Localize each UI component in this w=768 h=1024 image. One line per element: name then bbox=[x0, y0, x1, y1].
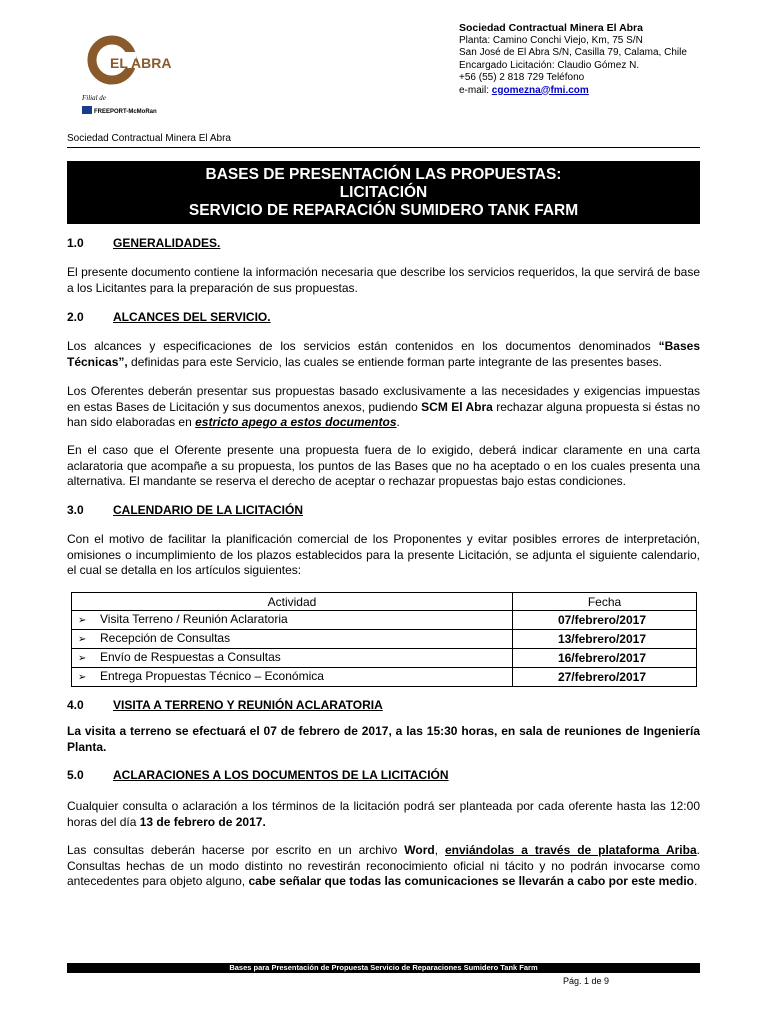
section-heading-5 bbox=[67, 768, 449, 782]
section-heading-4 bbox=[67, 698, 383, 712]
text-run: Los Oferentes deberán presentar sus propuestas basado exclusivamente a las necesidades y exigencias impuestas en estas Bases de Licitación y sus documentos anexos, pudiendo bbox=[67, 384, 700, 414]
section-title: ALCANCES DEL SERVICIO. bbox=[113, 310, 271, 324]
section-heading-2 bbox=[67, 310, 271, 324]
paragraph bbox=[67, 843, 700, 890]
logo-subtitle: Filial de bbox=[82, 94, 106, 102]
text-run-bold: “Bases Técnicas”, bbox=[67, 339, 700, 369]
section-number: 5.0 bbox=[67, 768, 84, 782]
logo-text: EL ABRA bbox=[110, 55, 172, 71]
activity-cell bbox=[72, 611, 513, 630]
section-title: VISITA A TERRENO Y REUNIÓN ACLARATORIA bbox=[113, 698, 383, 712]
paragraph: La visita a terreno se efectuará el 07 de febrero de 2017, a las 15:30 horas, en sala de reuniones de Ingeniería Planta. bbox=[67, 724, 700, 754]
table-row bbox=[72, 611, 697, 630]
activity-text: Envío de Respuestas a Consultas bbox=[100, 650, 281, 664]
text-run-bold: 13 de febrero de 2017. bbox=[139, 814, 266, 829]
title-line-3: SERVICIO DE REPARACIÓN SUMIDERO TANK FARM bbox=[188, 201, 579, 219]
document-title bbox=[67, 161, 700, 224]
address-line: +56 (55) 2 818 729 Teléfono bbox=[459, 72, 585, 83]
date-cell: 27/febrero/2017 bbox=[513, 668, 697, 687]
table-row bbox=[72, 649, 697, 668]
footer-bar: Bases para Presentación de Propuesta Servicio de Reparaciones Sumidero Tank Farm bbox=[67, 963, 700, 973]
section-title: CALENDARIO DE LA LICITACIÓN bbox=[113, 503, 303, 517]
activity-text: Recepción de Consultas bbox=[100, 631, 231, 645]
text-run: Las consultas deberán hacerse por escrito en un archivo bbox=[67, 843, 405, 857]
calendar-table bbox=[71, 592, 697, 687]
activity-text: Visita Terreno / Reunión Aclaratoria bbox=[100, 612, 288, 626]
table-row bbox=[72, 630, 697, 649]
text-run: , bbox=[434, 843, 445, 857]
date-cell: 13/febrero/2017 bbox=[513, 630, 697, 649]
paragraph: Con el motivo de facilitar la planificación comercial de los Proponentes y evitar posibles errores de interpretación, omisiones o incumplimiento de los plazos establecidos para la presente Licitación, se adjunta el siguiente calendario, el cual se detalla en los artículos siguientes: bbox=[67, 532, 700, 577]
paragraph bbox=[67, 339, 700, 370]
text-run-bold-underline: enviándolas a través de plataforma Ariba bbox=[445, 843, 697, 857]
section-number: 2.0 bbox=[67, 310, 84, 324]
activity-text: Entrega Propuestas Técnico – Económica bbox=[100, 669, 324, 683]
text-run: Cualquier consulta o aclaración a los términos de la licitación podrá ser planteada por cada oferente hasta las 12:00 horas del día bbox=[67, 799, 700, 829]
paragraph: En el caso que el Oferente presente una propuesta fuera de lo exigido, deberá indicar claramente en una carta aclaratoria que acompañe a su propuesta, los puntos de las Bases que no ha aceptado o en los cuales presenta una alternativa. El mandante se reserva el derecho de aceptar o rechazar propuestas bajo estas condiciones. bbox=[67, 443, 700, 488]
paragraph bbox=[67, 799, 700, 830]
address-line: Planta: Camino Conchi Viejo, Km, 75 S/N bbox=[459, 34, 643, 46]
activity-cell bbox=[72, 668, 513, 687]
section-number: 1.0 bbox=[67, 236, 84, 250]
title-line-2: LICITACIÓN bbox=[339, 183, 428, 201]
subheader: Sociedad Contractual Minera El Abra bbox=[67, 133, 231, 144]
paragraph: El presente documento contiene la información necesaria que describe los servicios requeridos, la que servirá de base a los Licitantes para la preparación de sus propuestas. bbox=[67, 265, 700, 295]
email-link[interactable]: cgomezna@fmi.com bbox=[491, 84, 589, 96]
section-heading-1 bbox=[67, 236, 220, 250]
company-info bbox=[459, 22, 719, 97]
section-title: ACLARACIONES A LOS DOCUMENTOS DE LA LICITACIÓN bbox=[113, 768, 449, 782]
activity-cell bbox=[72, 649, 513, 668]
logo-parent: FREEPORT-McMoRan bbox=[94, 109, 157, 115]
section-number: 3.0 bbox=[67, 503, 84, 517]
text-run: definidas para este Servicio, las cuales se entiende forman parte integrante de las presentes bases. bbox=[127, 354, 663, 369]
page-number: Pág. 1 de 9 bbox=[563, 976, 610, 986]
text-run: Los alcances y especificaciones de los servicios están contenidos en los documentos denominados bbox=[67, 339, 659, 353]
arrow-bullet-icon: ➢ bbox=[78, 634, 87, 645]
el-abra-logo bbox=[82, 30, 172, 120]
text-run: . Consultas hechas de un modo distinto no revestirán reconocimiento oficial ni tácito y no podrán invocarse como antecedentes para objeto alguno, bbox=[67, 843, 700, 888]
section-number: 4.0 bbox=[67, 698, 84, 712]
arrow-bullet-icon: ➢ bbox=[78, 672, 87, 683]
text-run: . bbox=[396, 415, 400, 429]
paragraph bbox=[67, 384, 700, 431]
table-header-row bbox=[72, 593, 697, 611]
section-title: GENERALIDADES. bbox=[113, 236, 221, 250]
company-name: Sociedad Contractual Minera El Abra bbox=[459, 22, 643, 34]
email-line bbox=[459, 85, 719, 98]
text-run: . bbox=[694, 874, 698, 888]
text-run-bold-underline: estricto apego a estos documentos bbox=[195, 415, 397, 429]
arrow-bullet-icon: ➢ bbox=[78, 653, 87, 664]
table-row bbox=[72, 668, 697, 687]
title-line-1: BASES DE PRESENTACIÓN LAS PROPUESTAS: bbox=[205, 165, 562, 183]
column-header: Actividad bbox=[72, 593, 513, 611]
date-cell: 16/febrero/2017 bbox=[513, 649, 697, 668]
text-run: rechazar alguna propuesta si éstas no han sido elaboradas en bbox=[67, 399, 700, 429]
column-header: Fecha bbox=[513, 593, 697, 611]
email-label: e-mail: bbox=[459, 84, 490, 96]
divider bbox=[67, 147, 700, 148]
section-heading-3 bbox=[67, 503, 303, 517]
address-line: San José de El Abra S/N, Casilla 79, Calama, Chile bbox=[459, 47, 687, 58]
text-run-bold: Word bbox=[404, 843, 435, 857]
activity-cell bbox=[72, 630, 513, 649]
text-run-bold: SCM El Abra bbox=[421, 399, 493, 414]
address-line: Encargado Licitación: Claudio Gómez N. bbox=[459, 59, 640, 71]
arrow-bullet-icon: ➢ bbox=[78, 615, 87, 626]
date-cell: 07/febrero/2017 bbox=[513, 611, 697, 630]
text-run-bold: cabe señalar que todas las comunicaciones se llevarán a cabo por este medio bbox=[248, 874, 695, 888]
